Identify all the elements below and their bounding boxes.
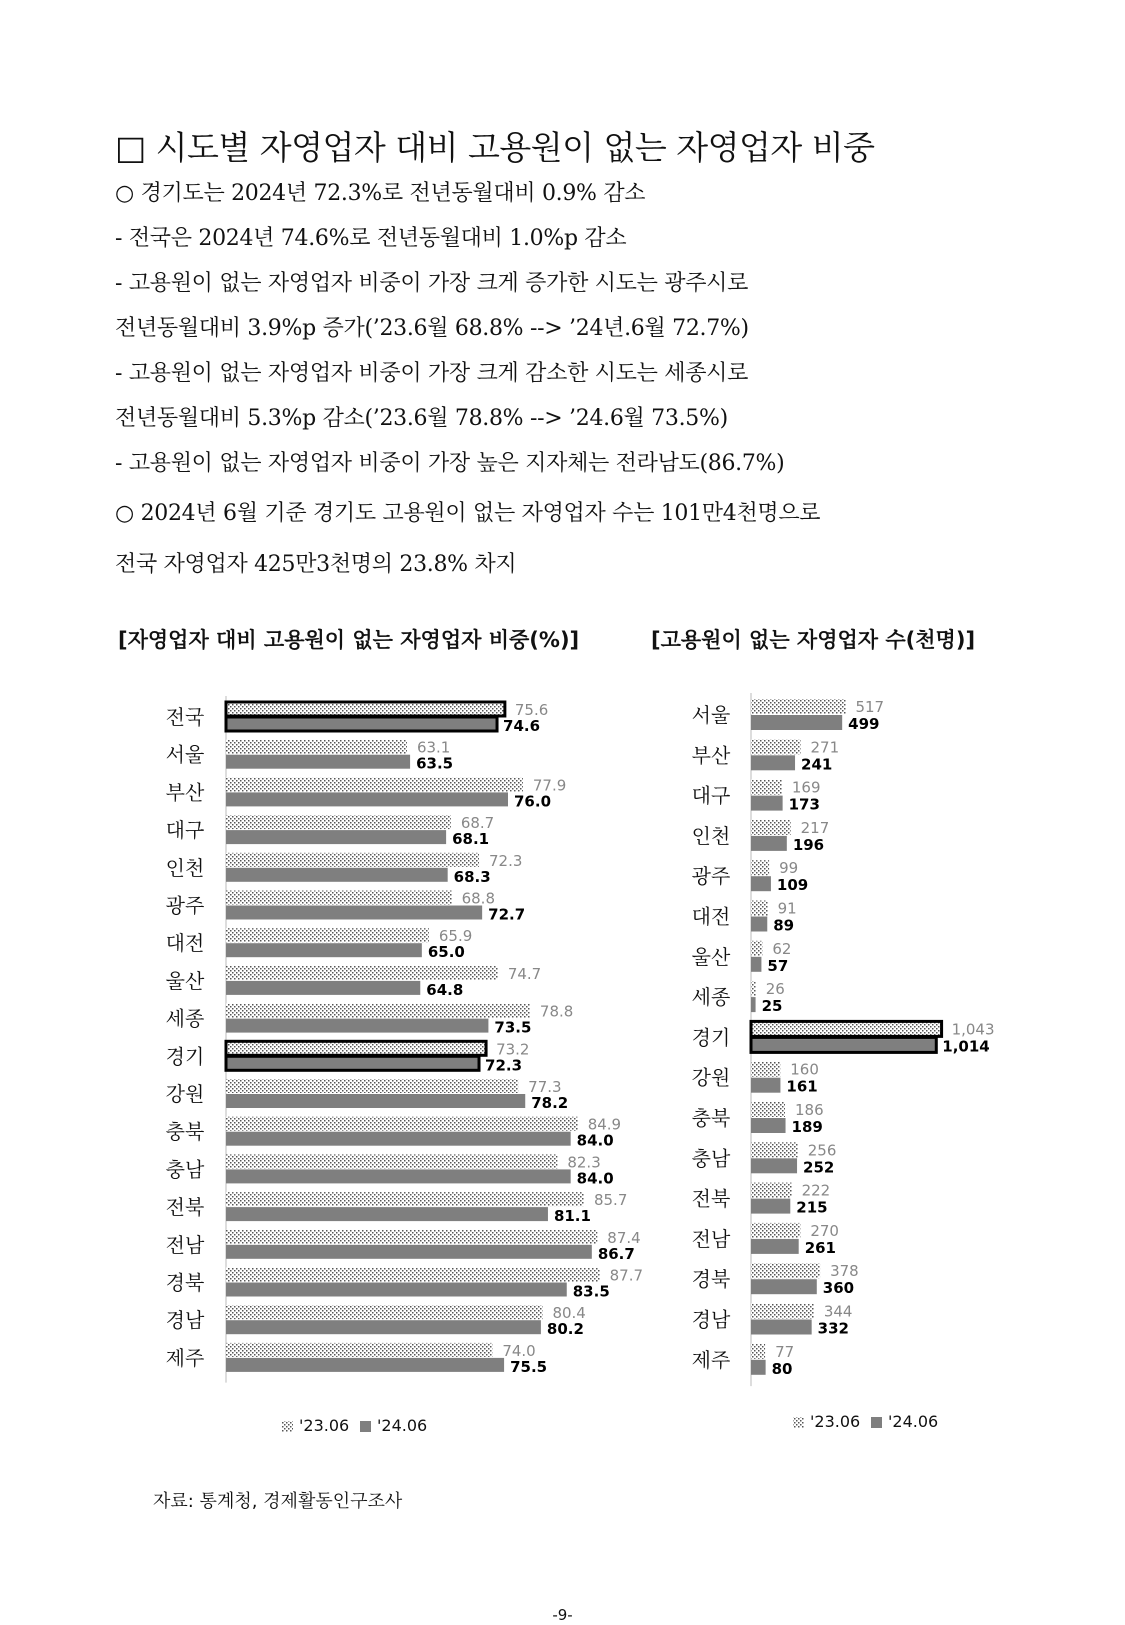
value-label-2024: 75.5	[510, 1357, 548, 1376]
value-label-2024: 1,014	[942, 1037, 990, 1056]
category-label: 대구	[691, 783, 731, 808]
value-label-2024: 80.2	[546, 1320, 584, 1339]
bar-2024	[226, 906, 482, 920]
summary-line: 전년동월대비 5.3%p 감소(’23.6월 78.8% --> ’24.6월 73.5%)	[115, 406, 728, 431]
value-label-2024: 25	[761, 997, 783, 1016]
value-label-2023: 72.3	[489, 851, 523, 870]
bar-2024	[751, 1118, 786, 1133]
bar-2024	[226, 943, 422, 957]
bar-2023	[226, 853, 479, 867]
bar-2023	[226, 1117, 578, 1131]
bar-2024	[751, 1360, 766, 1375]
category-label: 강원	[691, 1065, 731, 1090]
value-label-2023: 222	[801, 1181, 831, 1200]
bar-2023	[226, 1268, 600, 1282]
legend-swatch-2023	[793, 1417, 804, 1428]
bar-2023	[226, 1041, 486, 1055]
value-label-2023: 186	[794, 1101, 824, 1119]
legend-label-2023: '23.06	[299, 1416, 350, 1435]
value-label-2023: 77	[775, 1342, 795, 1361]
value-label-2023: 87.7	[609, 1266, 644, 1285]
page-number: -9-	[552, 1606, 573, 1624]
category-label: 충북	[691, 1106, 731, 1130]
value-label-2023: 73.2	[496, 1040, 530, 1059]
bar-2024	[751, 1158, 797, 1173]
summary-line: ○ 2024년 6월 기준 경기도 고용원이 없는 자영업자 수는 101만4천명으로	[115, 501, 821, 526]
value-label-2023: 91	[777, 899, 797, 918]
value-label-2024: 73.5	[494, 1018, 532, 1037]
bar-2023	[751, 1142, 798, 1157]
value-label-2023: 99	[779, 859, 799, 878]
category-label: 전북	[691, 1186, 731, 1211]
bar-2023	[226, 891, 452, 905]
value-label-2024: 84.0	[576, 1131, 614, 1150]
value-label-2024: 161	[786, 1077, 818, 1096]
bar-2024	[751, 957, 761, 972]
bar-2023	[751, 739, 801, 754]
value-label-2023: 68.8	[461, 889, 496, 908]
value-label-2024: 189	[791, 1118, 823, 1136]
category-label: 제주	[165, 1345, 205, 1370]
bar-2023	[751, 820, 791, 835]
value-label-2023: 74.0	[502, 1341, 536, 1360]
category-label: 인천	[691, 823, 731, 848]
value-label-2024: 173	[788, 795, 820, 814]
bar-2023	[226, 815, 451, 829]
category-label: 전국	[165, 705, 205, 729]
bar-2024	[751, 997, 756, 1012]
value-label-2023: 270	[810, 1221, 839, 1240]
category-label: 울산	[165, 968, 205, 993]
bar-2024	[751, 1320, 812, 1335]
category-label: 충북	[165, 1119, 205, 1144]
bar-2023	[226, 1154, 557, 1168]
bar-2023	[226, 1343, 492, 1357]
bar-2024	[226, 981, 420, 995]
bar-2023	[226, 1079, 518, 1093]
bar-2024	[751, 876, 771, 891]
value-label-2023: 256	[807, 1141, 837, 1160]
value-label-2024: 65.0	[427, 943, 465, 962]
bar-2023	[751, 1021, 942, 1036]
value-label-2024: 72.3	[485, 1056, 523, 1075]
value-label-2023: 378	[830, 1262, 859, 1281]
bar-2024	[226, 1245, 592, 1259]
chart-title-count: [고용원이 없는 자영업자 수(천명)]	[651, 628, 976, 652]
legend-label-2024: '24.06	[888, 1412, 939, 1431]
value-label-2023: 87.4	[607, 1228, 641, 1247]
bar-2023	[226, 777, 523, 791]
bar-2024	[751, 1239, 799, 1254]
value-label-2023: 85.7	[593, 1191, 628, 1210]
value-label-2023: 1,043	[951, 1020, 995, 1039]
value-label-2023: 84.9	[587, 1115, 622, 1134]
bar-2023	[751, 981, 756, 996]
category-label: 강원	[165, 1082, 205, 1106]
category-label: 울산	[691, 944, 731, 969]
category-label: 충남	[691, 1146, 731, 1171]
bar-2024	[226, 868, 448, 882]
value-label-2024: 261	[804, 1238, 837, 1257]
value-label-2023: 65.9	[438, 927, 473, 946]
bar-2024	[751, 715, 842, 730]
bar-2023	[226, 928, 429, 942]
bar-2024	[751, 1078, 780, 1093]
legend-label-2023: '23.06	[810, 1412, 861, 1431]
value-label-2023: 78.8	[539, 1002, 574, 1021]
value-label-2023: 169	[791, 778, 821, 797]
value-label-2024: 76.0	[514, 792, 552, 811]
bar-2024	[751, 755, 795, 770]
bar-2023	[226, 1192, 584, 1206]
value-label-2023: 63.1	[416, 738, 451, 757]
summary-line: 전국 자영업자 425만3천명의 23.8% 차지	[115, 552, 517, 577]
bar-2023	[226, 702, 505, 716]
value-label-2023: 82.3	[567, 1153, 601, 1172]
value-label-2024: 74.6	[503, 717, 541, 735]
bar-2024	[226, 1320, 541, 1334]
category-label: 전북	[165, 1195, 205, 1220]
category-label: 부산	[691, 743, 731, 768]
bar-2023	[751, 1304, 814, 1319]
bar-2023	[226, 1004, 530, 1018]
category-label: 경북	[165, 1270, 205, 1295]
category-label: 광주	[691, 864, 731, 889]
value-label-2024: 63.5	[416, 754, 454, 773]
bar-2023	[751, 1062, 780, 1077]
bar-2023	[751, 780, 782, 795]
category-label: 대구	[165, 818, 205, 843]
bar-2023	[751, 699, 845, 714]
value-label-2024: 68.3	[453, 867, 491, 886]
bar-2023	[751, 901, 768, 916]
bar-2024	[226, 1056, 479, 1070]
bar-2023	[751, 941, 762, 956]
value-label-2024: 252	[803, 1158, 835, 1177]
value-label-2024: 215	[796, 1198, 828, 1217]
value-label-2024: 84.0	[576, 1169, 614, 1188]
bar-2024	[751, 917, 767, 932]
bar-2023	[751, 860, 769, 875]
bar-2024	[751, 1037, 936, 1052]
value-label-2024: 57	[767, 956, 789, 975]
value-label-2024: 109	[776, 876, 809, 895]
bar-2023	[226, 1305, 542, 1319]
bar-2024	[751, 796, 783, 811]
category-label: 서울	[165, 742, 205, 767]
bar-2024	[751, 1279, 817, 1294]
bar-2024	[226, 1132, 571, 1146]
value-label-2023: 80.4	[552, 1304, 586, 1323]
value-label-2024: 332	[817, 1319, 849, 1338]
value-label-2024: 89	[773, 916, 795, 935]
value-label-2024: 81.1	[553, 1207, 591, 1226]
legend-swatch-2024	[360, 1421, 371, 1432]
category-label: 경기	[691, 1025, 731, 1050]
summary-line: - 전국은 2024년 74.6%로 전년동월대비 1.0%p 감소	[115, 226, 627, 251]
value-label-2023: 62	[772, 939, 792, 958]
summary-line: 전년동월대비 3.9%p 증가(’23.6월 68.8% --> ’24년.6월 72.7%)	[115, 316, 749, 341]
bar-2023	[751, 1102, 785, 1117]
category-label: 제주	[691, 1347, 731, 1372]
category-label: 경북	[691, 1267, 731, 1292]
bar-2024	[226, 755, 410, 769]
bar-2024	[226, 830, 446, 844]
value-label-2023: 344	[823, 1302, 853, 1321]
value-label-2024: 64.8	[426, 980, 464, 999]
bar-2023	[226, 1230, 597, 1244]
value-label-2023: 77.9	[532, 776, 567, 795]
bar-2024	[226, 1019, 488, 1033]
bar-2024	[226, 792, 508, 806]
category-label: 대전	[691, 904, 731, 929]
summary-line: - 고용원이 없는 자영업자 비중이 가장 크게 감소한 시도는 세종시로	[115, 361, 749, 386]
category-label: 전남	[165, 1232, 205, 1257]
value-label-2024: 360	[822, 1279, 855, 1298]
value-label-2024: 68.1	[452, 830, 490, 849]
bar-2024	[226, 1094, 525, 1108]
category-label: 대전	[165, 931, 205, 956]
value-label-2024: 499	[848, 715, 880, 733]
value-label-2023: 77.3	[528, 1078, 562, 1096]
bar-2023	[226, 740, 407, 754]
value-label-2024: 86.7	[597, 1244, 635, 1263]
summary-line: - 고용원이 없는 자영업자 비중이 가장 높은 지자체는 전라남도(86.7%)	[115, 451, 785, 476]
category-label: 광주	[165, 893, 205, 918]
category-label: 경기	[165, 1044, 205, 1069]
source-note: 자료: 통계청, 경제활동인구조사	[153, 1491, 403, 1512]
bar-2023	[751, 1344, 765, 1359]
category-label: 전남	[691, 1226, 731, 1251]
value-label-2023: 26	[765, 980, 785, 999]
category-label: 세종	[691, 985, 731, 1010]
page-heading: □ 시도별 자영업자 대비 고용원이 없는 자영업자 비중	[115, 128, 875, 167]
value-label-2023: 217	[800, 818, 830, 837]
value-label-2024: 196	[792, 835, 825, 854]
chart-title-ratio: [자영업자 대비 고용원이 없는 자영업자 비중(%)]	[118, 628, 580, 652]
legend-swatch-2023	[282, 1421, 293, 1432]
summary-line: - 고용원이 없는 자영업자 비중이 가장 크게 증가한 시도는 광주시로	[115, 271, 749, 296]
bar-2023	[751, 1223, 800, 1238]
category-label: 세종	[165, 1006, 205, 1031]
category-label: 충남	[165, 1157, 205, 1182]
value-label-2024: 80	[771, 1359, 793, 1378]
bar-2024	[226, 1283, 567, 1297]
value-label-2023: 75.6	[514, 701, 549, 719]
value-label-2024: 78.2	[531, 1094, 569, 1112]
value-label-2024: 83.5	[572, 1282, 610, 1301]
bar-2024	[226, 1169, 571, 1183]
bar-2024	[751, 1199, 790, 1214]
value-label-2023: 160	[790, 1060, 819, 1079]
value-label-2024: 241	[801, 755, 833, 774]
category-label: 경남	[165, 1308, 205, 1333]
bar-2024	[226, 1207, 548, 1221]
bar-2023	[751, 1183, 792, 1198]
category-label: 인천	[165, 855, 205, 880]
summary-line: ○ 경기도는 2024년 72.3%로 전년동월대비 0.9% 감소	[115, 181, 646, 206]
bar-2023	[226, 966, 498, 980]
category-label: 서울	[691, 703, 731, 727]
value-label-2023: 517	[855, 698, 885, 716]
value-label-2023: 68.7	[460, 814, 495, 833]
bar-2024	[226, 1358, 504, 1372]
legend-swatch-2024	[871, 1417, 882, 1428]
value-label-2023: 271	[810, 738, 840, 757]
bar-2024	[226, 717, 497, 731]
value-label-2023: 74.7	[507, 964, 542, 983]
legend-label-2024: '24.06	[377, 1416, 428, 1435]
value-label-2024: 72.7	[488, 905, 526, 924]
category-label: 부산	[165, 780, 205, 805]
category-label: 경남	[691, 1307, 731, 1332]
bar-2024	[751, 836, 787, 851]
bar-2023	[751, 1263, 820, 1278]
